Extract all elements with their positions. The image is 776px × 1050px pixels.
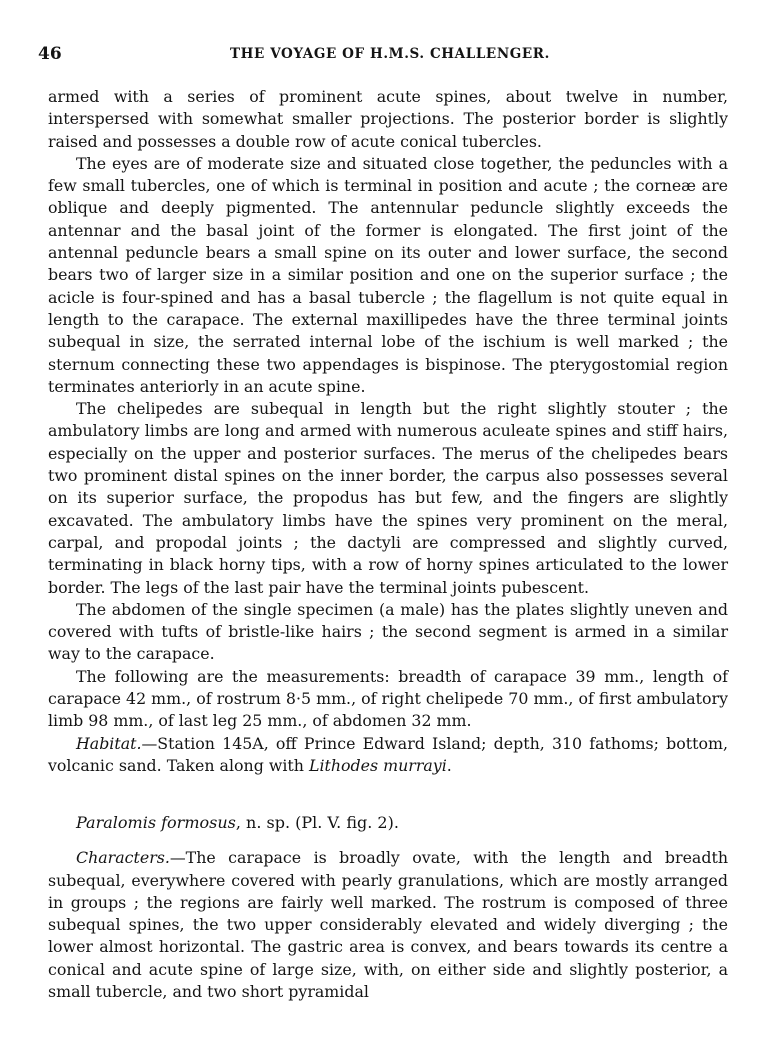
paragraph-abdomen: The abdomen of the single specimen (a male) has the plates slightly uneven and covered with tufts of bristle-like hairs ; the second segment is armed in a similar way to the carapace. — [48, 599, 728, 664]
paragraph-habitat — [48, 733, 728, 778]
habitat-text: —Station 145A, off Prince Edward Island; depth, 310 fathoms; bottom, volcanic sand. Taken along with — [48, 733, 728, 775]
spacer — [48, 777, 728, 811]
page-header — [38, 44, 738, 72]
spacer — [48, 835, 728, 847]
body-text — [48, 86, 728, 1003]
habitat-species: Lithodes murrayi — [308, 755, 447, 775]
paragraph-characters — [48, 847, 728, 1003]
paragraph-chelipedes: The chelipedes are subequal in length but the right slightly stouter ; the ambulatory limbs are long and armed with numerous aculeate spines and stiff hairs, especially on the upper and posterior surfaces. The merus of the chelipedes bears two prominent distal spines on the inner border, the carpus also possesses several on its superior surface, the propodus has but few, and the fingers are slightly excavated. The ambulatory limbs have the spines very prominent on the meral, carpal, and propodal joints ; the dactyli are compressed and slightly curved, terminating in black horny tips, with a row of horny spines articulated to the lower border. The legs of the last pair have the terminal joints pubescent. — [48, 399, 728, 597]
habitat-label: Habitat. — [76, 733, 142, 753]
species-name: Paralomis formosus — [76, 813, 236, 833]
page-number: 46 — [38, 44, 62, 64]
species-rest: , n. sp. (Pl. V. fig. 2). — [235, 813, 399, 833]
species-heading — [48, 811, 728, 835]
paragraph-eyes: The eyes are of moderate size and situated close together, the peduncles with a few small tubercles, one of which is terminal in position and acute ; the corneæ are oblique and deeply pigmented. The antennular peduncle slightly exceeds the antennar and the basal joint of the former is elongated. The first joint of the antennal peduncle bears a small spine on its outer and lower surface, the second bears two of larger size in a similar position and one on the superior surface ; the acicle is four-spined and has a basal tubercle ; the flagellum is not quite equal in length to the carapace. The external maxillipedes have the three terminal joints subequal in size, the serrated internal lobe of the ischium is well marked ; the sternum connecting these two appendages is bispinose. The pterygostomial region terminates anteriorly in an acute spine. — [48, 153, 728, 396]
paragraph-continuation: armed with a series of prominent acute spines, about twelve in number, interspersed with somewhat smaller projections. The posterior border is slightly raised and possesses a double row of acute conical tubercles. — [48, 87, 728, 151]
running-title: THE VOYAGE OF H.M.S. CHALLENGER. — [230, 46, 550, 62]
characters-text: —The carapace is broadly ovate, with the length and breadth subequal, everywhere covered with pearly granulations, which are mostly arranged in groups ; the regions are fairly well marked. The rostrum is composed of three subequal spines, the two upper considerably elevated and widely diverging ; the lower almost horizontal. The gastric area is convex, and bears towards its centre a conical and acute spine of large size, with, on either side and slightly posterior, a small tubercle, and two short pyramidal — [48, 848, 728, 1001]
paragraph-measurements: The following are the measurements: breadth of carapace 39 mm., length of carapace 42 mm., of rostrum 8·5 mm., of right chelipede 70 mm., of first ambulatory limb 98 mm., of last leg 25 mm., of abdomen 32 mm. — [48, 666, 728, 731]
characters-label: Characters. — [76, 848, 170, 868]
habitat-end: . — [446, 755, 452, 775]
